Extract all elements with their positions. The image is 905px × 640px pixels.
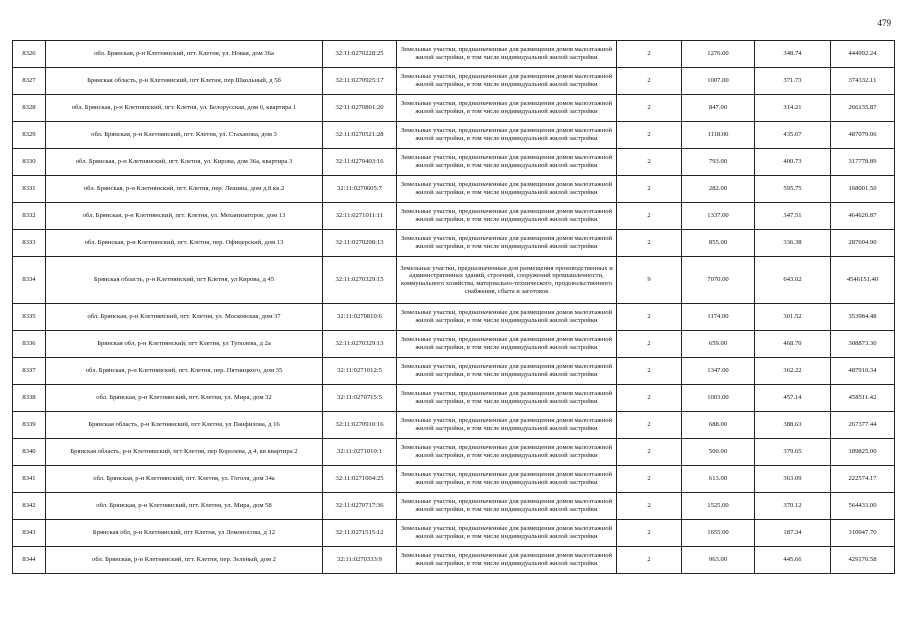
cadastral-number-cell: 32:11:0270208:13	[323, 230, 397, 257]
land-use-cell: Земельные участки, предназначенные для размещения домов малоэтажной жилой застройки, в том числе индивидуальной жилой застройки	[397, 304, 617, 331]
area-cell: 1337.00	[682, 203, 755, 230]
cadastral-number-cell: 32:11:0271515:12	[323, 520, 397, 547]
area-cell: 1118.00	[682, 122, 755, 149]
cadastral-value-cell: 464620.87	[831, 203, 895, 230]
address-cell: обл. Брянская, р-н Клетнянский, пгт. Клетня, пер. Зеленый, дом 2	[46, 547, 323, 574]
use-group-code-cell: 2	[617, 466, 682, 493]
specific-value-cell: 363.09	[755, 466, 831, 493]
table-row	[13, 304, 895, 331]
cadastral-number-cell: 32:11:0270715:5	[323, 385, 397, 412]
specific-value-cell: 445.66	[755, 547, 831, 574]
row-number-cell: 8335	[13, 304, 46, 331]
cadastral-value-cell: 222574.17	[831, 466, 895, 493]
use-group-code-cell: 2	[617, 520, 682, 547]
cadastral-value-cell: 317778.89	[831, 149, 895, 176]
specific-value-cell: 347.51	[755, 203, 831, 230]
use-group-code-cell: 2	[617, 385, 682, 412]
use-group-code-cell: 2	[617, 412, 682, 439]
cadastral-number-cell: 32:11:0270605:7	[323, 176, 397, 203]
land-use-cell: Земельные участки, предназначенные для размещения домов малоэтажной жилой застройки, в том числе индивидуальной жилой застройки	[397, 493, 617, 520]
cadastral-value-cell: 168001.50	[831, 176, 895, 203]
cadastral-value-cell: 308873.30	[831, 331, 895, 358]
table-body	[13, 41, 895, 574]
cadastral-value-cell: 4546151.40	[831, 257, 895, 304]
cadastral-number-cell: 32:11:0271012:5	[323, 358, 397, 385]
cadastral-number-cell: 32:11:0270333:9	[323, 547, 397, 574]
table-row	[13, 95, 895, 122]
area-cell: 282.00	[682, 176, 755, 203]
row-number-cell: 8333	[13, 230, 46, 257]
row-number-cell: 8334	[13, 257, 46, 304]
address-cell: обл. Брянская, р-н Клетнянский, пгт. Клетня, пер. Пятницкого, дом 35	[46, 358, 323, 385]
table-row	[13, 203, 895, 230]
cadastral-number-cell: 32:11:0271004:25	[323, 466, 397, 493]
address-cell: обл. Брянская, р-н Клетнянский, пгт. Клетня, ул. Белорусская, дом 6, квартира 1	[46, 95, 323, 122]
land-use-cell: Земельные участки, предназначенные для размещения домов малоэтажной жилой застройки, в том числе индивидуальной жилой застройки	[397, 466, 617, 493]
row-number-cell: 8339	[13, 412, 46, 439]
table-row	[13, 547, 895, 574]
use-group-code-cell: 2	[617, 547, 682, 574]
address-cell: обл. Брянская, р-н Клетнянский, пгт. Клетня, пер. Лешина, дом д.8 кв.2	[46, 176, 323, 203]
cadastral-value-cell: 353984.48	[831, 304, 895, 331]
area-cell: 855.00	[682, 230, 755, 257]
row-number-cell: 8342	[13, 493, 46, 520]
area-cell: 688.00	[682, 412, 755, 439]
address-cell: Брянская область, р-н Клетнянский, пгт Клетня, ул Панфилова, д 16	[46, 412, 323, 439]
table-row	[13, 520, 895, 547]
row-number-cell: 8331	[13, 176, 46, 203]
specific-value-cell: 370.12	[755, 493, 831, 520]
use-group-code-cell: 2	[617, 331, 682, 358]
specific-value-cell: 400.73	[755, 149, 831, 176]
address-cell: Брянская область, р-н Клетнянский, пгт Клетня, ул Кирова, д 45	[46, 257, 323, 304]
cadastral-value-cell: 267377.44	[831, 412, 895, 439]
row-number-cell: 8337	[13, 358, 46, 385]
address-cell: Брянская обл, р-н Клетнянский, пгт Клетня, ул Ломоносова, д 12	[46, 520, 323, 547]
address-cell: обл. Брянская, р-н Клетнянский, пгт. Клетня, пер. Офицерский, дом 13	[46, 230, 323, 257]
table-row	[13, 41, 895, 68]
table-row	[13, 385, 895, 412]
area-cell: 1174.00	[682, 304, 755, 331]
cadastral-number-cell: 32:11:0271011:11	[323, 203, 397, 230]
table-row	[13, 68, 895, 95]
cadastral-value-cell: 189825.00	[831, 439, 895, 466]
use-group-code-cell: 2	[617, 203, 682, 230]
cadastral-number-cell: 32:11:0271010:1	[323, 439, 397, 466]
area-cell: 793.00	[682, 149, 755, 176]
area-cell: 1003.00	[682, 385, 755, 412]
cadastral-number-cell: 32:11:0270329:15	[323, 257, 397, 304]
address-cell: обл. Брянская, р-н Клетнянский, пгт. Клетня, ул. Механизаторов, дом 13	[46, 203, 323, 230]
cadastral-number-cell: 32:11:0270228:25	[323, 41, 397, 68]
page-number: 479	[877, 18, 891, 28]
table-row	[13, 257, 895, 304]
specific-value-cell: 643.02	[755, 257, 831, 304]
specific-value-cell: 301.52	[755, 304, 831, 331]
cadastral-number-cell: 32:11:0270801:20	[323, 95, 397, 122]
area-cell: 1276.00	[682, 41, 755, 68]
cadastral-value-cell: 374332.11	[831, 68, 895, 95]
area-cell: 1525.00	[682, 493, 755, 520]
land-use-cell: Земельные участки, предназначенные для размещения домов малоэтажной жилой застройки, в том числе индивидуальной жилой застройки	[397, 385, 617, 412]
specific-value-cell: 187.34	[755, 520, 831, 547]
row-number-cell: 8344	[13, 547, 46, 574]
address-cell: обл. Брянская, р-н Клетнянский, пгт. Клетня, ул. Стаханова, дом 3	[46, 122, 323, 149]
cadastral-value-cell: 266135.87	[831, 95, 895, 122]
area-cell: 1655.00	[682, 520, 755, 547]
cadastral-number-cell: 32:11:0270810:6	[323, 304, 397, 331]
row-number-cell: 8336	[13, 331, 46, 358]
cadastral-number-cell: 32:11:0270925:17	[323, 68, 397, 95]
land-use-cell: Земельные участки, предназначенные для размещения производственных и административных зданий, строений, сооружений промышленности, коммунального хозяйства, материально-технического, продовольственного снабжения, сбыта и заготовок	[397, 257, 617, 304]
land-use-cell: Земельные участки, предназначенные для размещения домов малоэтажной жилой застройки, в том числе индивидуальной жилой застройки	[397, 439, 617, 466]
specific-value-cell: 595.75	[755, 176, 831, 203]
row-number-cell: 8328	[13, 95, 46, 122]
table-row	[13, 230, 895, 257]
table-row	[13, 466, 895, 493]
specific-value-cell: 435.67	[755, 122, 831, 149]
cadastral-value-table	[12, 40, 895, 574]
specific-value-cell: 468.70	[755, 331, 831, 358]
cadastral-number-cell: 32:11:0270521:28	[323, 122, 397, 149]
address-cell: обл. Брянская, р-н Клетнянский, пгт. Клетня, ул. Гоголя, дом 34а	[46, 466, 323, 493]
address-cell: Брянская область, р-н Клетнянский, пгт Клетня, пер Школьный, д 5б	[46, 68, 323, 95]
land-use-cell: Земельные участки, предназначенные для размещения домов малоэтажной жилой застройки, в том числе индивидуальной жилой застройки	[397, 520, 617, 547]
row-number-cell: 8327	[13, 68, 46, 95]
specific-value-cell: 457.14	[755, 385, 831, 412]
row-number-cell: 8343	[13, 520, 46, 547]
specific-value-cell: 379.65	[755, 439, 831, 466]
specific-value-cell: 362.22	[755, 358, 831, 385]
address-cell: обл. Брянская, р-н Клетнянский, пгт. Клетня, ул. Кирова, дом 36а, квартира 3	[46, 149, 323, 176]
use-group-code-cell: 9	[617, 257, 682, 304]
area-cell: 1347.00	[682, 358, 755, 385]
address-cell: Брянская обл, р-н Клетнянский, пгт Клетня, ул Туполева, д 2а	[46, 331, 323, 358]
land-use-cell: Земельные участки, предназначенные для размещения домов малоэтажной жилой застройки, в том числе индивидуальной жилой застройки	[397, 358, 617, 385]
table-row	[13, 358, 895, 385]
cadastral-value-cell: 564433.00	[831, 493, 895, 520]
cadastral-value-cell: 287604.90	[831, 230, 895, 257]
land-use-cell: Земельные участки, предназначенные для размещения домов малоэтажной жилой застройки, в том числе индивидуальной жилой застройки	[397, 547, 617, 574]
use-group-code-cell: 2	[617, 149, 682, 176]
land-use-cell: Земельные участки, предназначенные для размещения домов малоэтажной жилой застройки, в том числе индивидуальной жилой застройки	[397, 230, 617, 257]
use-group-code-cell: 2	[617, 122, 682, 149]
table-row	[13, 493, 895, 520]
cadastral-number-cell: 32:11:0270717:36	[323, 493, 397, 520]
cadastral-number-cell: 32:11:0270910:16	[323, 412, 397, 439]
use-group-code-cell: 2	[617, 493, 682, 520]
cadastral-value-cell: 458511.42	[831, 385, 895, 412]
use-group-code-cell: 2	[617, 41, 682, 68]
use-group-code-cell: 2	[617, 176, 682, 203]
row-number-cell: 8330	[13, 149, 46, 176]
land-use-cell: Земельные участки, предназначенные для размещения домов малоэтажной жилой застройки, в том числе индивидуальной жилой застройки	[397, 122, 617, 149]
use-group-code-cell: 2	[617, 68, 682, 95]
use-group-code-cell: 2	[617, 439, 682, 466]
row-number-cell: 8332	[13, 203, 46, 230]
address-cell: обл. Брянская, р-н Клетнянский, пгт. Клетня, ул. Московская, дом 37	[46, 304, 323, 331]
use-group-code-cell: 2	[617, 358, 682, 385]
cadastral-value-cell: 310047.70	[831, 520, 895, 547]
cadastral-value-cell: 444992.24	[831, 41, 895, 68]
area-cell: 500.00	[682, 439, 755, 466]
row-number-cell: 8329	[13, 122, 46, 149]
row-number-cell: 8326	[13, 41, 46, 68]
land-use-cell: Земельные участки, предназначенные для размещения домов малоэтажной жилой застройки, в том числе индивидуальной жилой застройки	[397, 176, 617, 203]
land-use-cell: Земельные участки, предназначенные для размещения домов малоэтажной жилой застройки, в том числе индивидуальной жилой застройки	[397, 68, 617, 95]
area-cell: 613.00	[682, 466, 755, 493]
address-cell: обл. Брянская, р-н Клетнянский, пгт. Клетня, ул. Мира, дом 58	[46, 493, 323, 520]
specific-value-cell: 314.21	[755, 95, 831, 122]
specific-value-cell: 348.74	[755, 41, 831, 68]
table-row	[13, 331, 895, 358]
land-use-cell: Земельные участки, предназначенные для размещения домов малоэтажной жилой застройки, в том числе индивидуальной жилой застройки	[397, 149, 617, 176]
cadastral-number-cell: 32:11:0270403:16	[323, 149, 397, 176]
row-number-cell: 8341	[13, 466, 46, 493]
table-row	[13, 176, 895, 203]
area-cell: 847.00	[682, 95, 755, 122]
land-use-cell: Земельные участки, предназначенные для размещения домов малоэтажной жилой застройки, в том числе индивидуальной жилой застройки	[397, 41, 617, 68]
specific-value-cell: 371.73	[755, 68, 831, 95]
table-row	[13, 122, 895, 149]
cadastral-value-cell: 487079.06	[831, 122, 895, 149]
specific-value-cell: 336.38	[755, 230, 831, 257]
cadastral-value-cell: 487910.34	[831, 358, 895, 385]
use-group-code-cell: 2	[617, 304, 682, 331]
cadastral-number-cell: 32:11:0270329:13	[323, 331, 397, 358]
cadastral-value-cell: 429170.58	[831, 547, 895, 574]
land-use-cell: Земельные участки, предназначенные для размещения домов малоэтажной жилой застройки, в том числе индивидуальной жилой застройки	[397, 412, 617, 439]
land-use-cell: Земельные участки, предназначенные для размещения домов малоэтажной жилой застройки, в том числе индивидуальной жилой застройки	[397, 203, 617, 230]
address-cell: Брянская область, р-н Клетнянский, пгт Клетня, пер Королева, д 4, кв квартира 2	[46, 439, 323, 466]
use-group-code-cell: 2	[617, 230, 682, 257]
specific-value-cell: 388.63	[755, 412, 831, 439]
area-cell: 1007.00	[682, 68, 755, 95]
table-row	[13, 149, 895, 176]
area-cell: 963.00	[682, 547, 755, 574]
row-number-cell: 8338	[13, 385, 46, 412]
area-cell: 659.00	[682, 331, 755, 358]
address-cell: обл. Брянская, р-н Клетнянский, пгт. Клетня, ул. Новая, дом 36а	[46, 41, 323, 68]
table-row	[13, 439, 895, 466]
land-use-cell: Земельные участки, предназначенные для размещения домов малоэтажной жилой застройки, в том числе индивидуальной жилой застройки	[397, 95, 617, 122]
row-number-cell: 8340	[13, 439, 46, 466]
address-cell: обл. Брянская, р-н Клетнянский, пгт. Клетня, ул. Мира, дом 32	[46, 385, 323, 412]
land-use-cell: Земельные участки, предназначенные для размещения домов малоэтажной жилой застройки, в том числе индивидуальной жилой застройки	[397, 331, 617, 358]
use-group-code-cell: 2	[617, 95, 682, 122]
table-row	[13, 412, 895, 439]
area-cell: 7070.00	[682, 257, 755, 304]
